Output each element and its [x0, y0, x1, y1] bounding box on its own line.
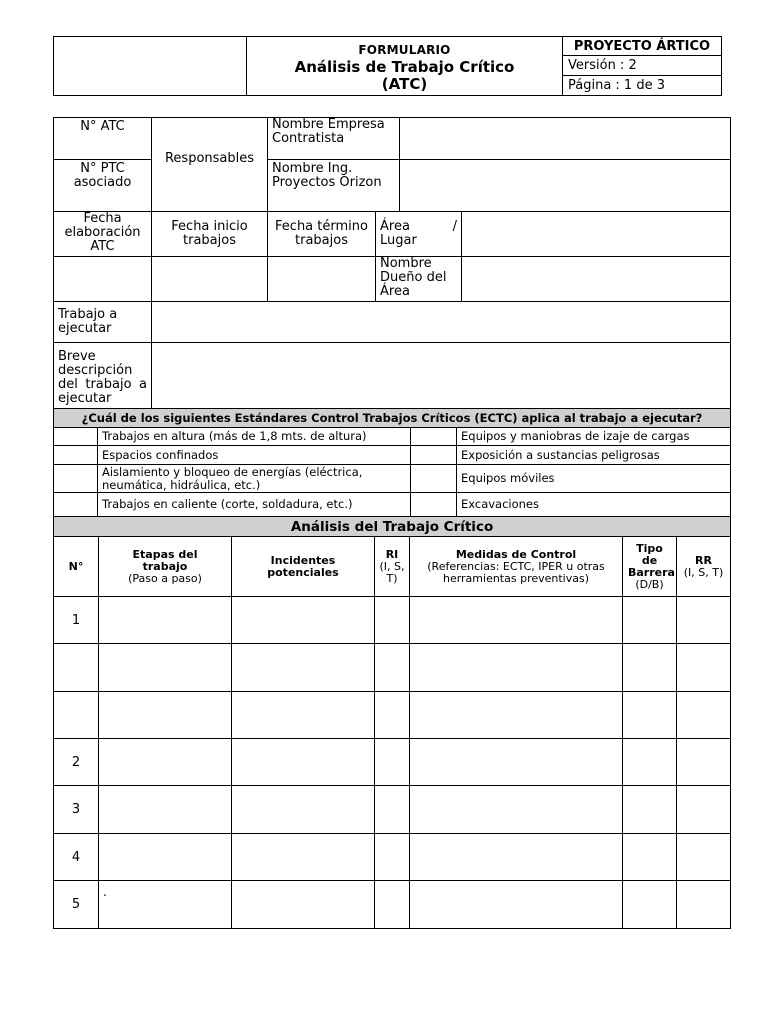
rr-field[interactable]	[677, 597, 731, 644]
tipo-barrera-field[interactable]	[623, 834, 677, 881]
etapa-field[interactable]	[99, 881, 232, 929]
ri-field[interactable]	[375, 786, 410, 834]
standard-label: Equipos móviles	[457, 465, 731, 493]
breve-descripcion-label: Breve descripción del trabajo a ejecutar	[54, 343, 152, 413]
fecha-termino-label: Fecha término trabajos	[268, 212, 376, 257]
col-header-rr: RR (I, S, T)	[677, 537, 731, 597]
standard-checkbox[interactable]	[411, 493, 457, 517]
standard-label: Trabajos en caliente (corte, soldadura, etc.)	[98, 493, 411, 517]
tipo-barrera-field[interactable]	[623, 739, 677, 786]
fecha-termino-field[interactable]	[268, 257, 376, 302]
form-title: Análisis de Trabajo Crítico	[294, 58, 515, 76]
incidentes-field[interactable]	[232, 739, 375, 786]
ri-field[interactable]	[375, 644, 410, 692]
incidentes-field[interactable]	[232, 786, 375, 834]
medidas-field[interactable]	[410, 597, 623, 644]
standard-checkbox[interactable]	[54, 465, 98, 493]
standards-row	[54, 465, 731, 493]
standard-checkbox[interactable]	[54, 446, 98, 465]
n-ptc-label: N° PTC asociado	[54, 160, 152, 212]
analysis-table	[53, 516, 731, 929]
rr-field[interactable]	[677, 739, 731, 786]
etapa-field[interactable]	[99, 786, 232, 834]
analysis-row	[54, 739, 731, 786]
incidentes-field[interactable]	[232, 881, 375, 929]
nombre-empresa-field[interactable]	[400, 118, 731, 160]
standards-row	[54, 493, 731, 517]
col-header-incidentes: Incidentes potenciales	[232, 537, 375, 597]
etapa-field[interactable]	[99, 692, 232, 739]
analysis-title: Análisis del Trabajo Crítico	[54, 517, 731, 537]
row-number	[54, 644, 99, 692]
rr-field[interactable]	[677, 786, 731, 834]
fecha-elaboracion-label: Fecha elaboración ATC	[54, 212, 152, 257]
row-number: 4	[54, 834, 99, 881]
row-number: 5	[54, 881, 99, 929]
ri-field[interactable]	[375, 739, 410, 786]
version-field: Versión : 2	[563, 56, 722, 76]
nombre-ing-label: Nombre Ing. Proyectos Orizon	[268, 160, 400, 212]
standards-row	[54, 428, 731, 446]
tipo-barrera-field[interactable]	[623, 881, 677, 929]
ri-field[interactable]	[375, 692, 410, 739]
medidas-field[interactable]	[410, 692, 623, 739]
analysis-row	[54, 786, 731, 834]
tipo-barrera-field[interactable]	[623, 692, 677, 739]
form-label: FORMULARIO	[358, 43, 451, 57]
form-header	[53, 36, 722, 96]
standard-checkbox[interactable]	[411, 465, 457, 493]
area-lugar-field[interactable]	[462, 212, 731, 257]
analysis-row	[54, 834, 731, 881]
row-number: 2	[54, 739, 99, 786]
incidentes-field[interactable]	[232, 692, 375, 739]
incidentes-field[interactable]	[232, 597, 375, 644]
row-number: 3	[54, 786, 99, 834]
col-header-n: N°	[54, 537, 99, 597]
rr-field[interactable]	[677, 881, 731, 929]
incidentes-field[interactable]	[232, 834, 375, 881]
standard-checkbox[interactable]	[54, 493, 98, 517]
info-table	[53, 117, 731, 413]
fecha-inicio-label: Fecha inicio trabajos	[152, 212, 268, 257]
col-header-tipo-barrera: Tipo de Barrera (D/B)	[623, 537, 677, 597]
col-header-ri: RI (I, S, T)	[375, 537, 410, 597]
tipo-barrera-field[interactable]	[623, 786, 677, 834]
fecha-inicio-field[interactable]	[152, 257, 268, 302]
standards-question: ¿Cuál de los siguientes Estándares Control Trabajos Críticos (ECTC) aplica al trabajo a ejecutar?	[54, 409, 731, 428]
medidas-field[interactable]	[410, 644, 623, 692]
page-number: Página : 1 de 3	[563, 76, 722, 96]
standard-label: Espacios confinados	[98, 446, 411, 465]
medidas-field[interactable]	[410, 834, 623, 881]
medidas-field[interactable]	[410, 881, 623, 929]
header-title-cell	[247, 37, 563, 96]
nombre-ing-field[interactable]	[400, 160, 731, 212]
etapa-field[interactable]	[99, 644, 232, 692]
trabajo-ejecutar-label: Trabajo a ejecutar	[54, 302, 152, 343]
ri-field[interactable]	[375, 881, 410, 929]
standards-table	[53, 408, 731, 517]
breve-descripcion-field[interactable]	[152, 343, 731, 413]
form-title-acronym: (ATC)	[381, 75, 428, 93]
col-header-medidas: Medidas de Control (Referencias: ECTC, IPER u otras herramientas preventivas)	[410, 537, 623, 597]
nombre-dueno-label: Nombre Dueño del Área	[376, 257, 462, 302]
rr-field[interactable]	[677, 692, 731, 739]
analysis-row	[54, 881, 731, 929]
col-header-etapas: Etapas del trabajo (Paso a paso)	[99, 537, 232, 597]
standard-checkbox[interactable]	[411, 428, 457, 446]
analysis-row	[54, 692, 731, 739]
tipo-barrera-field[interactable]	[623, 597, 677, 644]
row-number: 1	[54, 597, 99, 644]
medidas-field[interactable]	[410, 786, 623, 834]
n-atc-label: N° ATC	[54, 118, 152, 160]
standard-checkbox[interactable]	[411, 446, 457, 465]
logo-placeholder	[54, 37, 247, 96]
standards-row	[54, 446, 731, 465]
analysis-row	[54, 597, 731, 644]
fecha-elaboracion-field[interactable]	[54, 257, 152, 302]
row-mark: .	[103, 885, 107, 899]
ri-field[interactable]	[375, 834, 410, 881]
etapa-field[interactable]	[99, 834, 232, 881]
standard-checkbox[interactable]	[54, 428, 98, 446]
standard-label: Equipos y maniobras de izaje de cargas	[457, 428, 731, 446]
area-lugar-label: Área / Lugar	[376, 212, 462, 257]
nombre-dueno-field[interactable]	[462, 257, 731, 302]
standard-label: Trabajos en altura (más de 1,8 mts. de altura)	[98, 428, 411, 446]
trabajo-ejecutar-field[interactable]	[152, 302, 731, 343]
incidentes-field[interactable]	[232, 644, 375, 692]
etapa-field[interactable]	[99, 597, 232, 644]
rr-field[interactable]	[677, 644, 731, 692]
etapa-field[interactable]	[99, 739, 232, 786]
ri-field[interactable]	[375, 597, 410, 644]
nombre-empresa-label: Nombre Empresa Contratista	[268, 118, 400, 160]
row-number	[54, 692, 99, 739]
responsables-label: Responsables	[152, 118, 268, 212]
analysis-row	[54, 644, 731, 692]
standard-label: Excavaciones	[457, 493, 731, 517]
medidas-field[interactable]	[410, 739, 623, 786]
tipo-barrera-field[interactable]	[623, 644, 677, 692]
project-name: PROYECTO ÁRTICO	[563, 37, 722, 56]
rr-field[interactable]	[677, 834, 731, 881]
standard-label: Aislamiento y bloqueo de energías (eléctrica, neumática, hidráulica, etc.)	[98, 465, 411, 493]
standard-label: Exposición a sustancias peligrosas	[457, 446, 731, 465]
